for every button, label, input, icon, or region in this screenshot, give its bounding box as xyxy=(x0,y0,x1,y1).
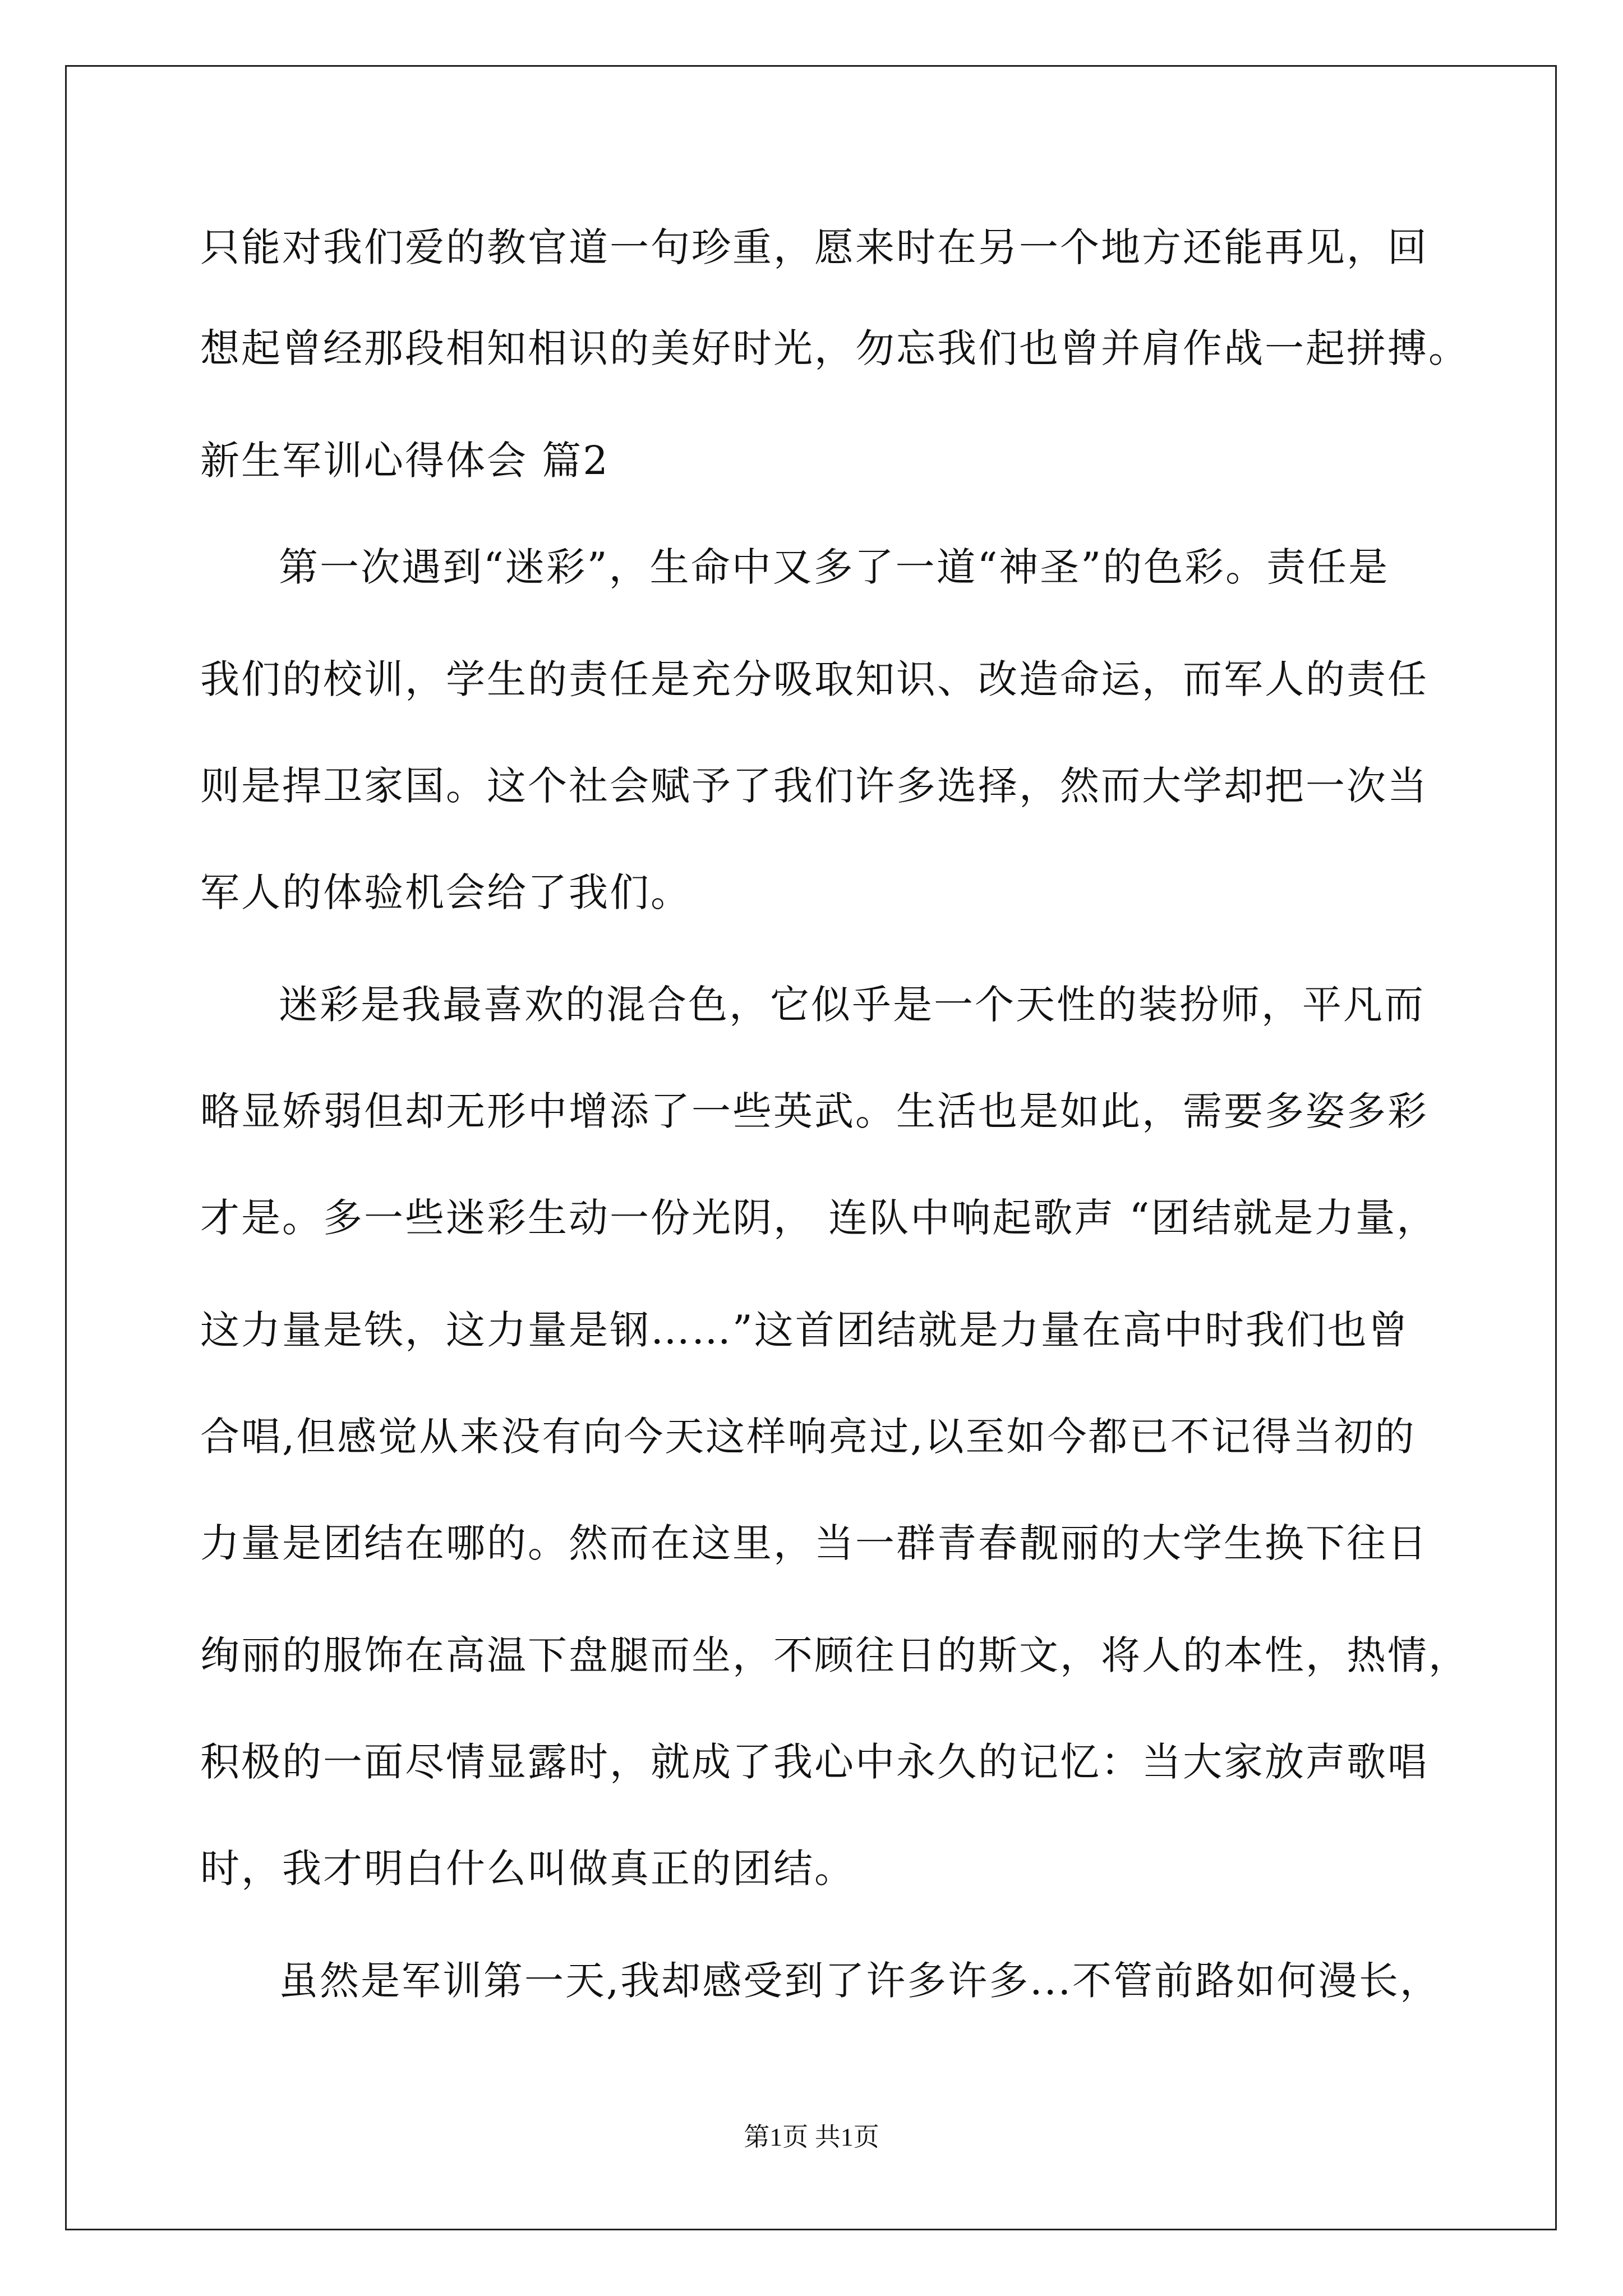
paragraph-first-line: 虽然是军训第一天,我却感受到了许多许多...不管前路如何漫长， xyxy=(279,1958,1441,2004)
body-text-line: 绚丽的服饰在高温下盘腿而坐，不顾往日的斯文，将人的本性，热情， xyxy=(200,1632,1469,1678)
body-text-line: 只能对我们爱的教官道一句珍重，愿来时在另一个地方还能再见，回 xyxy=(200,224,1428,270)
body-text-line: 军人的体验机会给了我们。 xyxy=(200,869,691,915)
body-text-line: 才是。多一些迷彩生动一份光阴， 连队中响起歌声 “团结就是力量， xyxy=(200,1195,1438,1241)
body-text-line: 合唱,但感觉从来没有向今天这样响亮过,以至如今都已不记得当初的 xyxy=(200,1414,1416,1460)
paragraph-first-line: 迷彩是我最喜欢的混合色，它似乎是一个天性的装扮师，平凡而 xyxy=(279,982,1425,1028)
body-text-line: 则是捍卫家国。这个社会赋予了我们许多选择，然而大学却把一次当 xyxy=(200,763,1428,809)
body-text-line: 这力量是铁，这力量是钢……”这首团结就是力量在高中时我们也曾 xyxy=(200,1307,1409,1353)
page-border xyxy=(65,65,1557,2230)
body-text-line: 我们的校训，学生的责任是充分吸取知识、改造命运，而军人的责任 xyxy=(200,656,1428,702)
body-text-line: 想起曾经那段相知相识的美好时光，勿忘我们也曾并肩作战一起拼搏。 xyxy=(200,325,1469,371)
paragraph-first-line: 第一次遇到“迷彩”，生命中又多了一道“神圣”的色彩。责任是 xyxy=(279,544,1390,590)
body-text-line: 力量是团结在哪的。然而在这里，当一群青春靓丽的大学生换下往日 xyxy=(200,1520,1428,1566)
page-number-footer: 第1页 共1页 xyxy=(744,2123,879,2151)
body-text-line: 时，我才明白什么叫做真正的团结。 xyxy=(200,1846,855,1892)
body-text-line: 略显娇弱但却无形中增添了一些英武。生活也是如此，需要多姿多彩 xyxy=(200,1088,1428,1134)
section-heading: 新生军训心得体会 篇2 xyxy=(200,438,610,484)
body-text-line: 积极的一面尽情显露时，就成了我心中永久的记忆：当大家放声歌唱 xyxy=(200,1739,1428,1785)
